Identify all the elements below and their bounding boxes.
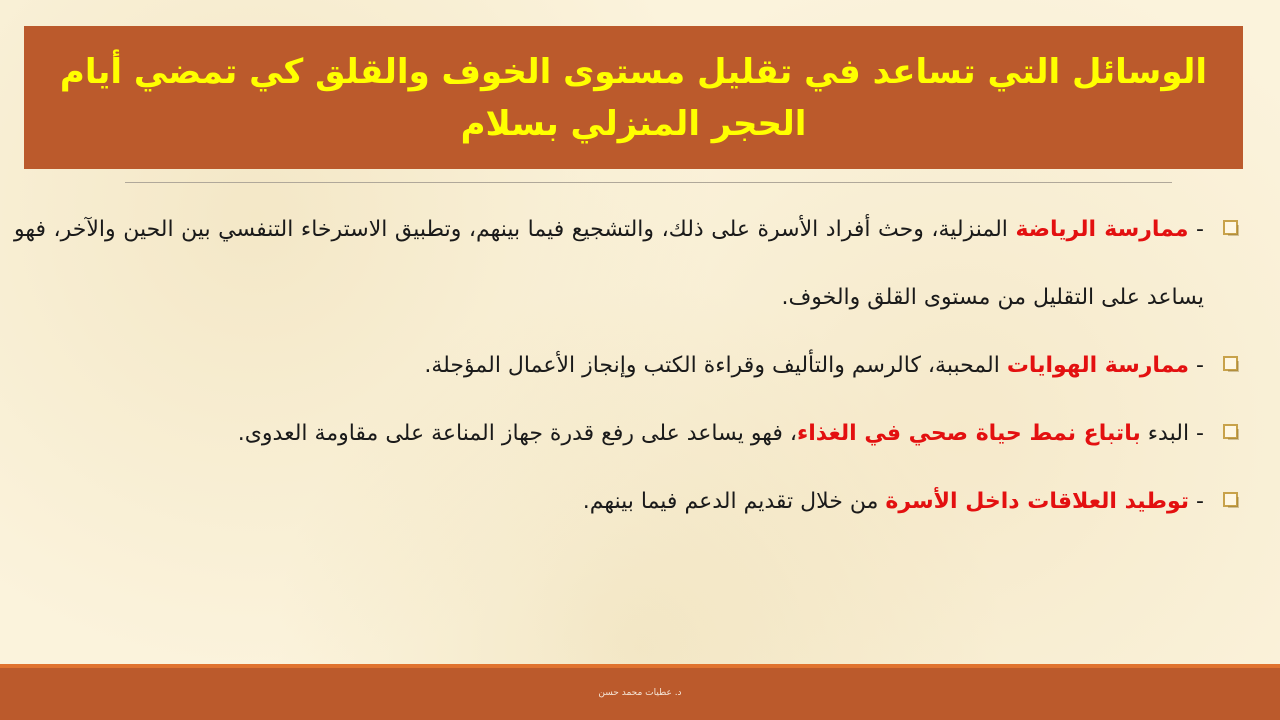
list-item (14, 196, 1244, 332)
title-divider (125, 182, 1172, 183)
item-text: من خلال تقديم الدعم فيما بينهم. (582, 489, 886, 514)
footer-author: د. عطيات محمد حسن (598, 688, 682, 698)
list-item (14, 468, 1244, 536)
checkbox-bullet-icon (1223, 424, 1238, 439)
checkbox-bullet-icon (1223, 220, 1238, 235)
item-highlight: ممارسة الرياضة (1015, 217, 1189, 242)
item-highlight: توطيد العلاقات داخل الأسرة (885, 489, 1190, 514)
item-highlight: ممارسة الهوايات (1006, 353, 1190, 378)
item-lead: - البدء (1140, 421, 1204, 446)
list-item (14, 400, 1244, 468)
item-lead: - (1189, 353, 1204, 378)
item-lead: - (1188, 217, 1204, 242)
item-highlight: باتباع نمط حياة صحي في الغذاء (796, 421, 1141, 446)
slide-footer (0, 664, 1280, 720)
list-item (14, 332, 1244, 400)
bullet-list (14, 196, 1244, 536)
item-text: المنزلية، وحث أفراد الأسرة على ذلك، والتشجيع فيما بينهم، وتطبيق الاسترخاء التنفسي بين الحين والآخر، فهو يساعد على التقليل من مستوى القلق والخوف. (14, 217, 1204, 310)
slide-title-line-2: الحجر المنزلي بسلام (460, 103, 807, 144)
slide-title-line-1: الوسائل التي تساعد في تقليل مستوى الخوف والقلق كي تمضي أيام (59, 51, 1208, 92)
checkbox-bullet-icon (1223, 492, 1238, 507)
checkbox-bullet-icon (1223, 356, 1238, 371)
slide-title-box (24, 26, 1243, 169)
item-lead: - (1189, 489, 1204, 514)
item-text: ، فهو يساعد على رفع قدرة جهاز المناعة على مقاومة العدوى. (237, 421, 797, 446)
item-text: المحببة، كالرسم والتأليف وقراءة الكتب وإنجاز الأعمال المؤجلة. (424, 353, 1007, 378)
